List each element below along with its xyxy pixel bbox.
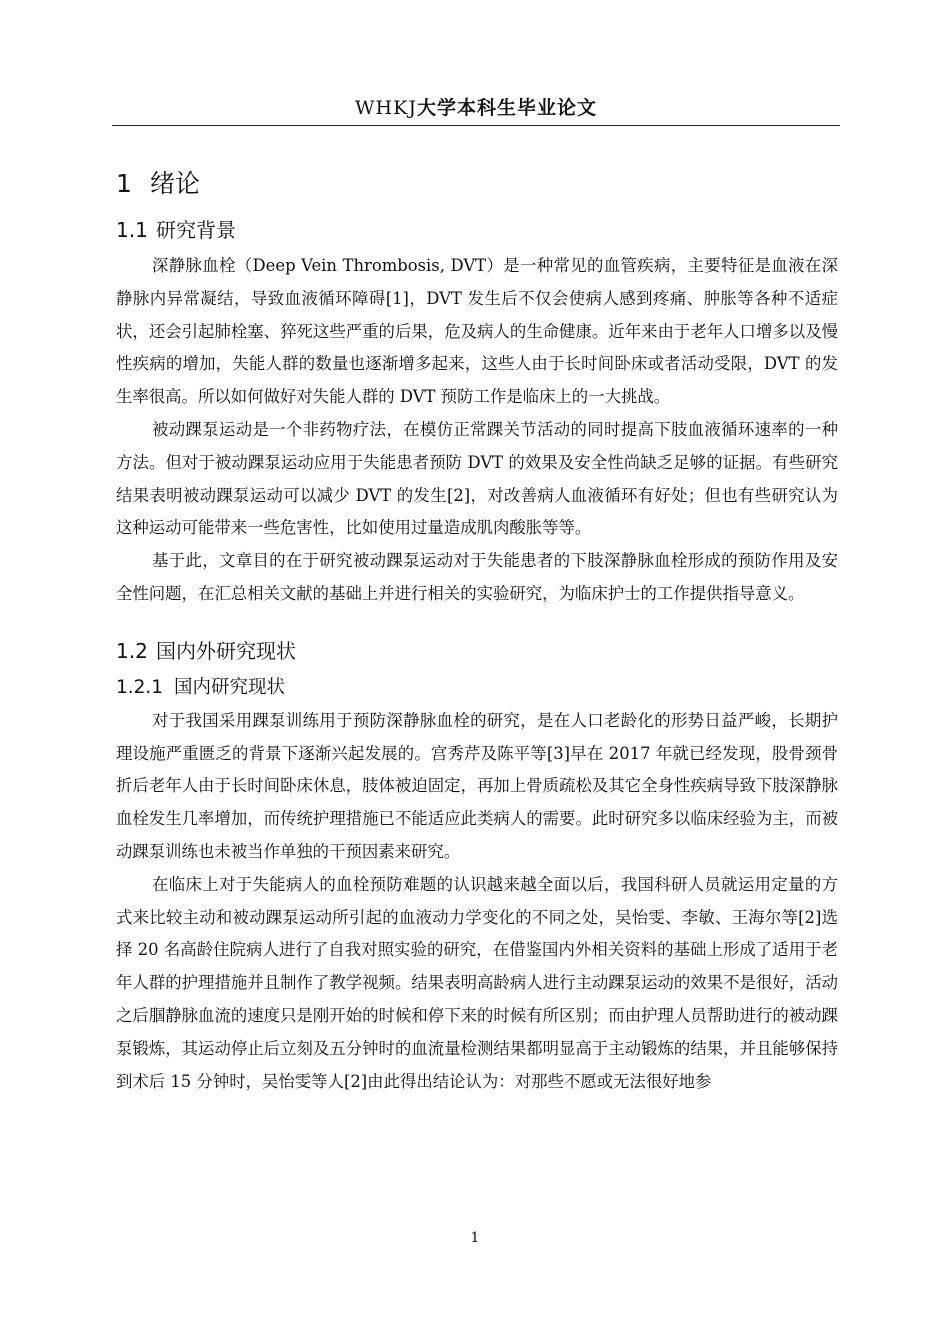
section-number: 1.1: [116, 218, 148, 242]
chapter-title: 绪论: [150, 169, 201, 198]
page-body: [116, 158, 838, 1098]
section-spacer: [116, 611, 838, 631]
header-code: WHKJ: [355, 97, 417, 119]
section-number: 1.2: [116, 638, 148, 663]
section-title: 国内外研究现状: [156, 638, 296, 663]
subsection-heading-1-2-1: [116, 671, 838, 705]
paragraph: 对于我国采用踝泵训练用于预防深静脉血栓的研究，是在人口老龄化的形势日益严峻，长期护理设施严重匮乏的背景下逐渐兴起发展的。宫秀芹及陈平等[3]早在 2017 年就已经发现，股骨颈骨折后老年人由于长时间卧床休息，肢体被迫固定，再加上骨质疏松及其它全身性疾病导致下肢深静脉血栓发生几率增加，而传统护理措施已不能适应此类病人的需要。此时研究多以临床经验为主，而被动踝泵训练也未被当作单独的干预因素来研究。: [116, 710, 838, 861]
paragraph: 被动踝泵运动是一个非药物疗法，在模仿正常踝关节活动的同时提高下肢血液循环速率的一种方法。但对于被动踝泵运动应用于失能患者预防 DVT 的效果及安全性尚缺乏足够的证据。有些研究结果表明被动踝泵运动可以减少 DVT 的发生[2]，对改善病人血液循环有好处；但也有些研究认为这种运动可能带来一些危害性，比如使用过量造成肌肉酸胀等等。: [116, 419, 838, 538]
section-heading-1-1: [116, 210, 838, 250]
paragraph: 在临床上对于失能病人的血栓预防难题的认识越来越全面以后，我国科研人员就运用定量的方式来比较主动和被动踝泵运动所引起的血液动力学变化的不同之处，吴怡雯、李敏、王海尔等[2]选择 20 名高龄住院病人进行了自我对照实验的研究，在借鉴国内外相关资料的基础上形成了适用于老年人群的护理措施并且制作了教学视频。结果表明高龄病人进行主动踝泵运动的效果不是很好，活动之后腘静脉血流的速度只是刚开始的时候和停下来的时候有所区别；而由护理人员帮助进行的被动踝泵锻炼，其运动停止后立刻及五分钟时的血流量检测结果都明显高于主动锻炼的结果，并且能够保持到术后 15 分钟时，吴怡雯等人[2]由此得出结论认为：对那些不愿或无法很好地参: [116, 874, 838, 1091]
page-number: 1: [470, 1230, 480, 1246]
paragraph: 基于此，文章目的在于研究被动踝泵运动对于失能患者的下肢深静脉血栓形成的预防作用及安全性问题，在汇总相关文献的基础上并进行相关的实验研究，为临床护士的工作提供指导意义。: [116, 551, 838, 603]
running-header: [112, 92, 840, 124]
paragraph: 深静脉血栓（Deep Vein Thrombosis, DVT）是一种常见的血管疾病，主要特征是血液在深静脉内异常凝结，导致血液循环障碍[1]，DVT 发生后不仅会使病人感到疼痛、肿胀等各种不适症状，还会引起肺栓塞、猝死这些严重的后果，危及病人的生命健康。近年来由于老年人口增多以及慢性疾病的增加，失能人群的数量也逐渐增多起来，这些人由于长时间卧床或者活动受限，DVT 的发生率很高。所以如何做好对失能人群的 DVT 预防工作是临床上的一大挑战。: [116, 256, 838, 407]
subsection-title: 国内研究现状: [174, 676, 286, 698]
section-heading-1-2: [116, 631, 838, 671]
chapter-heading: [116, 158, 838, 210]
subsection-number: 1.2.1: [116, 676, 164, 698]
section-title: 研究背景: [156, 218, 236, 242]
header-title: 大学本科生毕业论文: [416, 97, 597, 119]
header-rule: [112, 125, 840, 126]
chapter-number: 1: [116, 169, 132, 198]
